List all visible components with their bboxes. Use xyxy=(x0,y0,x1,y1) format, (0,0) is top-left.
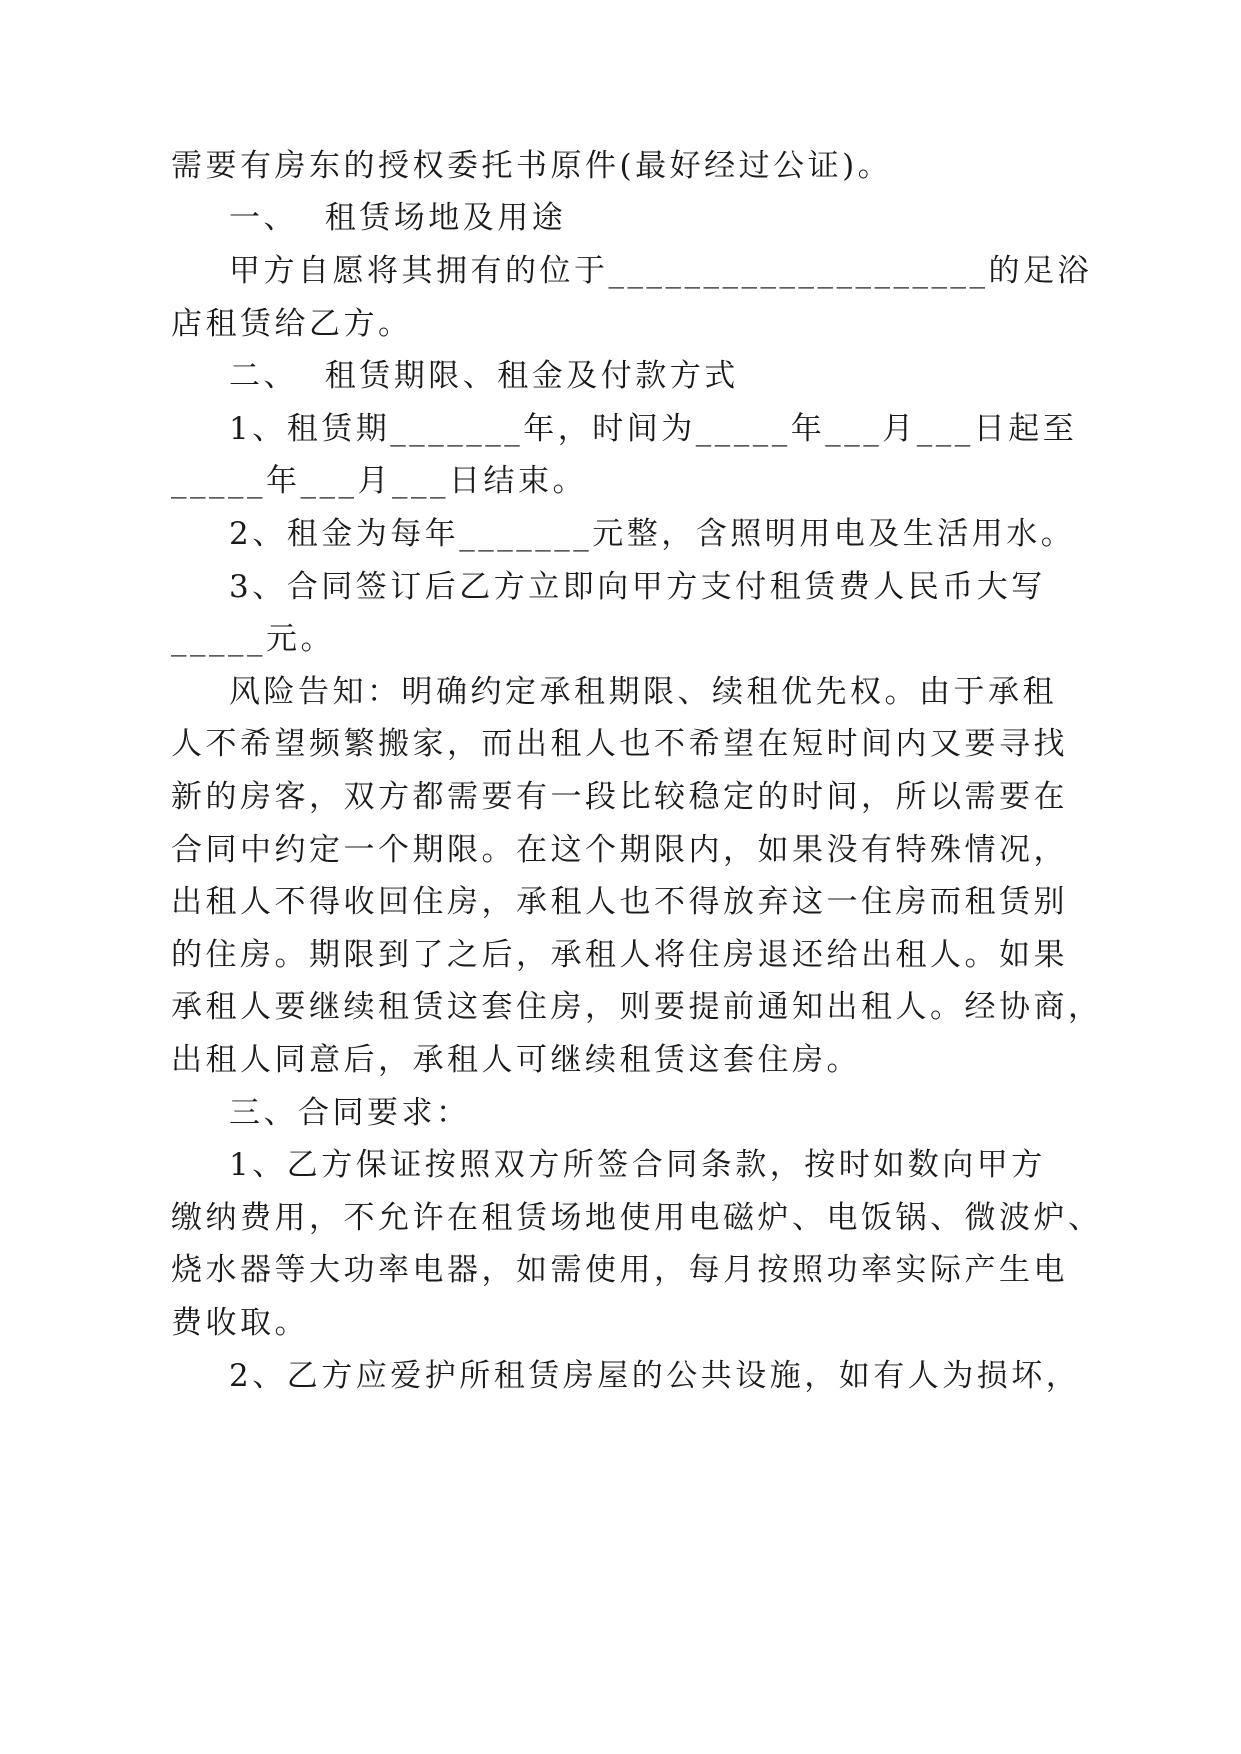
risk-notice-line: 人不希望频繁搬家，而出租人也不希望在短时间内又要寻找 xyxy=(171,726,1068,762)
risk-notice-line: 风险告知：明确约定承租期限、续租优先权。由于承租 xyxy=(229,674,1057,710)
text-line: 缴纳费用，不允许在租赁场地使用电磁炉、电饭锅、微波炉、 xyxy=(171,1200,1103,1236)
risk-notice-line: 出租人同意后，承租人可继续租赁这套住房。 xyxy=(171,1042,861,1078)
text-line: 费收取。 xyxy=(171,1305,309,1341)
text-line: _____年___月___日结束。 xyxy=(171,463,587,499)
text-line: 1、乙方保证按照双方所签合同条款，按时如数向甲方 xyxy=(229,1147,1046,1183)
text-line: 烧水器等大功率电器，如需使用，每月按照功率实际产生电 xyxy=(171,1252,1068,1288)
text-line: 3、合同签订后乙方立即向甲方支付租赁费人民币大写 xyxy=(229,569,1046,605)
section-heading-3: 三、合同要求： xyxy=(229,1095,471,1131)
risk-notice-line: 合同中约定一个期限。在这个期限内，如果没有特殊情况， xyxy=(171,832,1068,868)
section-heading-1: 一、 租赁场地及用途 xyxy=(229,200,567,236)
risk-notice-line: 承租人要继续租赁这套住房，则要提前通知出租人。经协商， xyxy=(171,989,1103,1025)
section-heading-2: 二、 租赁期限、租金及付款方式 xyxy=(229,358,739,394)
risk-notice-line: 新的房客，双方都需要有一段比较稳定的时间，所以需要在 xyxy=(171,779,1068,815)
text-line: 2、租金为每年_______元整，含照明用电及生活用水。 xyxy=(229,516,1076,552)
risk-notice-line: 的住房。期限到了之后，承租人将住房退还给出租人。如果 xyxy=(171,937,1068,973)
text-line: 甲方自愿将其拥有的位于____________________的足浴 xyxy=(229,253,1092,289)
text-line: 需要有房东的授权委托书原件(最好经过公证)。 xyxy=(171,148,893,184)
risk-notice-line: 出租人不得收回住房，承租人也不得放弃这一住房而租赁别 xyxy=(171,884,1068,920)
text-line: 店租赁给乙方。 xyxy=(171,306,413,342)
text-line: 2、乙方应爱护所租赁房屋的公共设施，如有人为损坏， xyxy=(229,1358,1081,1394)
text-line: 1、租赁期_______年，时间为_____年___月___日起至 xyxy=(229,411,1078,447)
text-line: _____元。 xyxy=(171,621,335,657)
